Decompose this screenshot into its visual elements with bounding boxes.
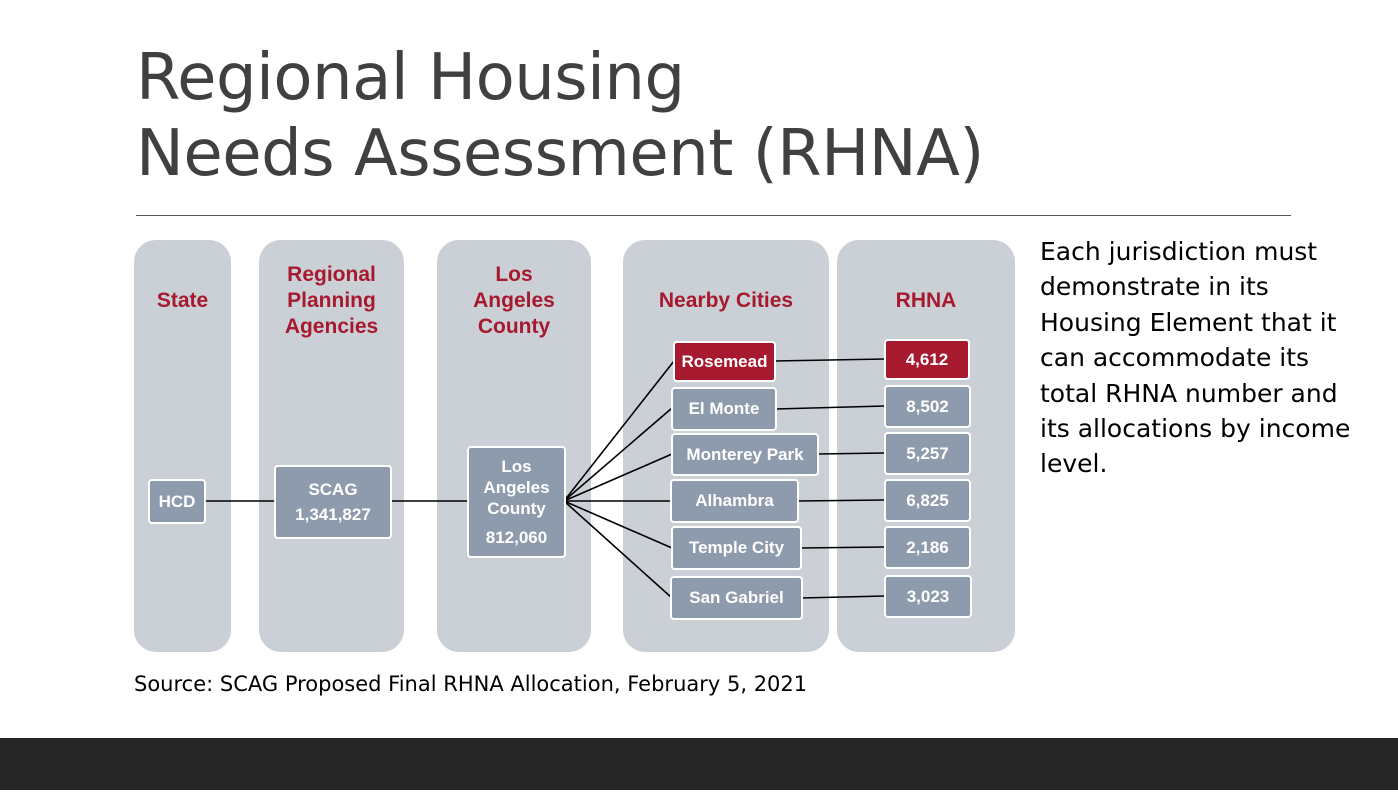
hcd-box: HCD	[148, 479, 206, 524]
city-alhambra-box: Alhambra	[670, 479, 799, 523]
line-san-gabriel-rhna	[801, 596, 885, 598]
explanation-line-5: total RHNA number and	[1040, 378, 1338, 408]
line-monterey-park-rhna	[817, 453, 885, 454]
column-regional-header-line-3: Agencies	[284, 315, 379, 338]
line-alhambra-rhna	[797, 500, 885, 501]
rhna-rosemead-box: 4,612	[884, 339, 970, 380]
rhna-san-gabriel-box: 3,023	[884, 575, 972, 618]
los-angeles-county-box	[467, 446, 566, 558]
lac-name-line-1: Los	[501, 457, 532, 476]
column-regional-header-line-2: Planning	[287, 289, 376, 312]
line-lac-el-monte	[564, 408, 672, 501]
line-lac-san-gabriel	[564, 501, 672, 598]
city-san-gabriel-box: San Gabriel	[670, 576, 803, 620]
explanation-line-4: can accommodate its	[1040, 343, 1310, 373]
city-temple-city-box: Temple City	[671, 526, 802, 570]
rhna-alhambra-box: 6,825	[884, 479, 971, 522]
lac-name-line-2: Angeles	[483, 478, 550, 497]
title-line-1: Regional Housing	[136, 41, 685, 115]
column-state-header: State	[156, 289, 209, 312]
rhna-temple-city-box: 2,186	[884, 526, 971, 569]
lac-value: 812,060	[485, 528, 548, 547]
lac-name-line-3: County	[487, 499, 546, 518]
scag-box	[274, 465, 392, 539]
column-rhna-header: RHNA	[895, 289, 957, 312]
scag-value: 1,341,827	[295, 505, 371, 524]
rhna-el-monte-box: 8,502	[884, 385, 971, 428]
explanation-line-1: Each jurisdiction must	[1040, 237, 1318, 266]
city-rosemead-box: Rosemead	[673, 341, 776, 382]
line-lac-rosemead	[564, 361, 674, 501]
rhna-monterey-park-box: 5,257	[884, 432, 971, 475]
explanation-line-3: Housing Element that it	[1040, 307, 1337, 337]
scag-name: SCAG	[308, 480, 358, 499]
explanation-line-2: demonstrate in its	[1040, 272, 1269, 302]
city-el-monte-box: El Monte	[671, 387, 777, 431]
title-line-2: Needs Assessment (RHNA)	[136, 117, 984, 191]
line-temple-city-rhna	[800, 547, 885, 548]
column-regional-header-line-1: Regional	[287, 263, 376, 286]
explanation-line-7: level.	[1040, 449, 1108, 479]
line-rosemead-rhna	[774, 359, 885, 361]
column-cities-header: Nearby Cities	[658, 289, 794, 312]
explanation-line-6: its allocations by income	[1040, 414, 1351, 444]
column-county-header-line-1: Los	[495, 263, 533, 286]
city-monterey-park-box: Monterey Park	[671, 433, 819, 476]
source-citation: Source: SCAG Proposed Final RHNA Allocation, February 5, 2021	[134, 672, 808, 696]
line-lac-temple-city	[564, 501, 672, 548]
column-county-header-line-2: Angeles	[473, 289, 555, 312]
column-county-header-line-3: County	[477, 315, 551, 338]
line-lac-monterey-park	[564, 454, 672, 501]
line-el-monte-rhna	[775, 406, 885, 409]
